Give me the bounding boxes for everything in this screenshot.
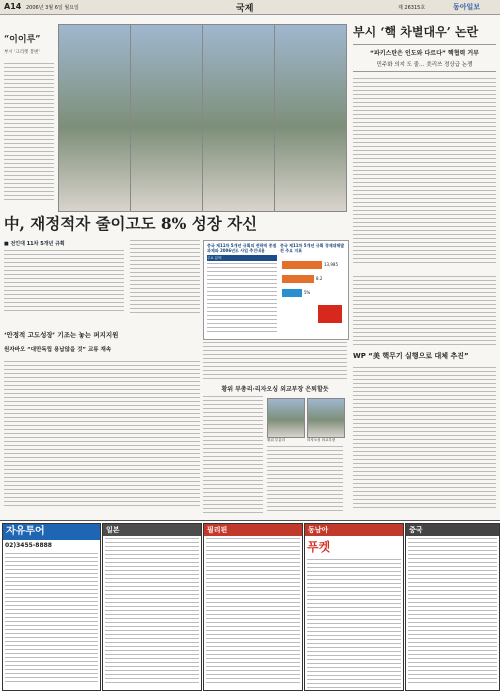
article-headline: WP “美 핵무기 실행으로 대체 추진” — [353, 352, 469, 360]
article-body — [130, 240, 200, 315]
ad-banner: 푸켓 — [307, 540, 331, 554]
chart-bar-label: 13,985 — [324, 262, 338, 267]
quote-caption: 부시 '크리켓 봉변' — [4, 50, 40, 55]
right-article — [353, 24, 496, 272]
quote-title: “이이루” — [4, 35, 41, 45]
ad-southeast-asia — [304, 523, 404, 691]
ad-header: 동남아 — [305, 524, 403, 536]
photo-caption: 리자오싱 외교부장 — [307, 438, 336, 442]
photo-strip — [58, 24, 345, 212]
ad-body — [408, 538, 497, 686]
ad-japan — [102, 523, 202, 691]
flag-icon — [318, 305, 342, 323]
ad-header: 필리핀 — [204, 524, 302, 536]
table-body — [207, 263, 277, 335]
section-title: 국제 — [236, 4, 254, 14]
article-kicker: ■ 전인대 11차 5개년 규획 — [4, 241, 65, 247]
page-number: A14 — [4, 2, 22, 11]
article-body — [267, 446, 343, 514]
photo-frame — [274, 24, 347, 212]
article-subhead: 민주화 의지 도 줄… 美리쓰 정상급 논쟁 — [353, 60, 496, 72]
ad-body — [105, 538, 199, 686]
chart-bar — [282, 261, 322, 269]
chart-title: 중국 제11차 5개년 규획의 전략적 중점 과제와 2006년도 사업 추진내용 — [207, 243, 277, 253]
photo-caption: 황위 부총리 — [267, 438, 286, 442]
brand-logo: 동아일보 — [453, 3, 481, 11]
ad-body — [5, 553, 98, 683]
page-header — [0, 0, 500, 15]
quote-block — [4, 32, 54, 212]
wp-article — [353, 276, 496, 516]
chart-title: 중국 제11차 5개년 규획 경제대해발전 주요 지표 — [280, 243, 345, 253]
article-body — [203, 396, 263, 514]
ad-header: 일본 — [103, 524, 201, 536]
article-a2 — [203, 384, 347, 518]
main-headline: 中, 재정적자 줄이고도 8% 성장 자신 — [4, 214, 258, 233]
ad-zayu — [2, 523, 101, 691]
article-subhead: 원자바오 “대만독립 용납않을 것” 교류 재속 — [4, 347, 112, 353]
article-a1 — [4, 320, 200, 516]
chart-bar-label: 8.2 — [316, 276, 323, 281]
photo-frame — [202, 24, 275, 212]
article-body — [353, 276, 496, 346]
article-body — [4, 250, 124, 312]
ad-header: 중국 — [406, 524, 499, 536]
ad-header: 자유투어 — [3, 524, 100, 540]
quote-body — [4, 63, 54, 203]
ad-body — [206, 538, 300, 686]
article-headline: 황위 부총리·리자오싱 외교부장 은퇴할듯 — [221, 386, 329, 393]
chart-bar — [282, 289, 302, 297]
issue-number: 제 26315호 — [398, 5, 426, 11]
ad-philippines — [203, 523, 303, 691]
article-body — [203, 342, 347, 382]
ad-china — [405, 523, 500, 691]
chart-bar — [282, 275, 314, 283]
photo-frame — [130, 24, 203, 212]
article-body — [4, 361, 200, 506]
article-body — [353, 367, 496, 509]
info-chart — [203, 240, 349, 340]
main-article — [4, 240, 124, 315]
ad-body — [307, 559, 401, 689]
ads-section — [0, 520, 500, 692]
page-date: 2006년 3월 6일 월요일 — [26, 5, 79, 11]
portrait-photo — [307, 398, 345, 438]
portrait-photo — [267, 398, 305, 438]
table-header: 주요 분야 — [207, 255, 277, 261]
article-headline: ‘안정적 고도성장’ 기조는 놓는 퍼지지원 — [4, 331, 119, 339]
article-body — [353, 78, 496, 263]
bar-chart — [282, 255, 346, 335]
article-subhead: “파키스탄은 인도와 다르다” 핵협력 거부 — [353, 44, 496, 57]
ad-phone: 02)3455-8888 — [5, 542, 52, 549]
chart-bar-label: 5% — [304, 290, 311, 295]
article-headline: 부시 ‘핵 차별대우’ 논란 — [353, 25, 479, 39]
photo-frame — [58, 24, 131, 212]
